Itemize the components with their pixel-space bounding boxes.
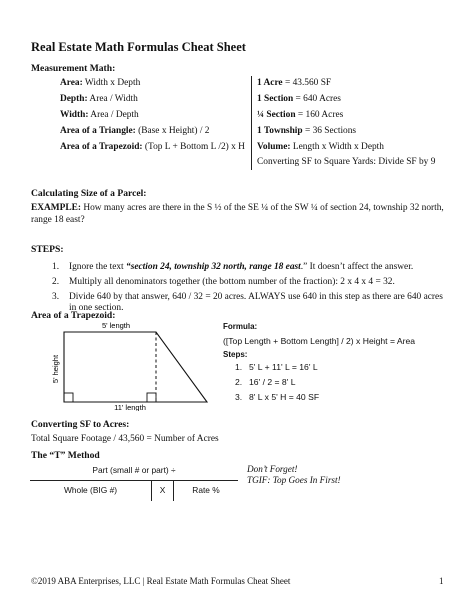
trapezoid-diagram [44, 319, 214, 411]
parcel-example [31, 203, 451, 227]
formula-text: ([Top Length + Bottom Length] / 2) x Height = Area [223, 336, 416, 347]
formula-label: Formula: [223, 322, 258, 331]
measurement-label: 1 Acre [257, 78, 283, 88]
t-method-note [247, 464, 341, 486]
measurement-section [257, 94, 341, 106]
step-number: 1. [52, 262, 60, 272]
measurement-label: Area: [60, 78, 83, 88]
t-method-table [30, 461, 238, 501]
measurement-text: (Base x Height) / 2 [135, 126, 210, 136]
list-item [235, 362, 415, 373]
step-number: 1. [235, 361, 243, 372]
convert-text: Total Square Footage / 43,560 = Number of Acres [31, 434, 219, 444]
measurement-text: Area / Width [87, 94, 138, 104]
measurement-heading: Measurement Math: [31, 63, 116, 74]
measurement-text: = 36 Sections [302, 126, 357, 136]
measurement-trapezoid [60, 142, 245, 154]
steps-heading: STEPS: [31, 244, 64, 255]
measurement-acre [257, 78, 331, 90]
measurement-width [60, 110, 139, 122]
measurement-depth [60, 94, 138, 106]
measurement-text: Width x Depth [82, 78, 141, 88]
measurement-label: Area of a Triangle: [60, 126, 136, 136]
example-text: How many acres are there in the S ½ of the SE ¼ of the SW ¼ of section 24, township 32 north, range 18 east? [31, 203, 444, 225]
measurement-triangle [60, 126, 209, 138]
step-text: Divide 640 by that answer, 640 / 32 = 20 acres. ALWAYS use 640 in this step as there are 640 acres in one section. [69, 291, 443, 314]
measurement-text: (Top L + Bottom L /2) x H [142, 142, 245, 152]
measurement-label: Width: [60, 110, 89, 120]
trapezoid-formula [223, 322, 415, 407]
measurement-area [60, 78, 140, 90]
t-bottom-row [30, 481, 238, 501]
list-item [235, 392, 415, 403]
formula-steps-list [223, 362, 415, 404]
step-emphasis: “section 24, township 32 north, range 18 east [126, 262, 301, 272]
trapezoid-shape [64, 332, 207, 402]
step-text: 8' L x 5' H = 40 SF [249, 392, 320, 403]
measurement-label: ¼ Section [257, 110, 296, 120]
convert-heading: Converting SF to Acres: [31, 419, 130, 430]
formula-steps-label: Steps: [223, 349, 248, 359]
measurement-label: Depth: [60, 94, 88, 104]
list-item [235, 377, 415, 388]
step-number: 3. [235, 392, 243, 403]
note-line: Don’t Forget! [247, 464, 298, 474]
column-divider [251, 76, 252, 170]
step-text: Multiply all denominators together (the bottom number of the fraction): 2 x 4 x 4 = 32. [69, 276, 395, 287]
measurement-label: 1 Section [257, 94, 294, 104]
parcel-heading: Calculating Size of a Parcel: [31, 188, 147, 199]
measurement-text: = 160 Acres [295, 110, 344, 120]
step-text: .” It doesn’t affect the answer. [300, 262, 414, 272]
trapezoid-heading: Area of a Trapezoid: [31, 310, 116, 321]
page-title: Real Estate Math Formulas Cheat Sheet [31, 40, 246, 54]
measurement-volume [257, 142, 384, 154]
step-text: Ignore the text [69, 262, 127, 272]
step-text: 5' L + 11' L = 16' L [249, 361, 318, 372]
measurement-text: Length x Width x Depth [290, 142, 384, 152]
t-x-cell: X [152, 481, 174, 501]
measurement-square-yards [257, 157, 435, 169]
measurement-label: 1 Township [257, 126, 303, 136]
t-rate-cell: Rate % [192, 485, 220, 495]
t-top-cell: Part (small # or part) ÷ [30, 461, 238, 481]
measurement-label: Area of a Trapezoid: [60, 142, 143, 152]
t-whole-cell: Whole (BIG #) [30, 481, 152, 501]
measurement-label: Volume: [257, 142, 291, 152]
example-label: EXAMPLE: [31, 203, 81, 213]
list-item [52, 277, 452, 289]
bottom-length-label: 11' length [114, 403, 146, 411]
step-text: 16' / 2 = 8' L [249, 377, 296, 388]
step-number: 2. [235, 377, 243, 388]
right-angle-marker-left [64, 393, 73, 402]
measurement-text: Converting SF to Square Yards: Divide SF by 9 [257, 157, 436, 167]
top-length-label: 5' length [101, 321, 131, 330]
t-method-heading: The “T” Method [31, 450, 100, 461]
height-label: 5' height [51, 354, 60, 384]
step-number: 3. [52, 291, 60, 302]
measurement-text: = 43.560 SF [282, 78, 332, 88]
page-number: 1 [439, 576, 444, 586]
page-footer: ©2019 ABA Enterprises, LLC | Real Estate Math Formulas Cheat Sheet [31, 576, 291, 586]
right-angle-marker-right [147, 393, 156, 402]
step-number: 2. [52, 276, 60, 287]
measurement-text: = 640 Acres [293, 94, 341, 104]
list-item [52, 262, 452, 274]
measurement-quarter-section [257, 110, 343, 122]
measurement-township [257, 126, 356, 138]
note-line: TGIF: Top Goes In First! [247, 475, 341, 486]
measurement-text: Area / Depth [88, 110, 139, 120]
